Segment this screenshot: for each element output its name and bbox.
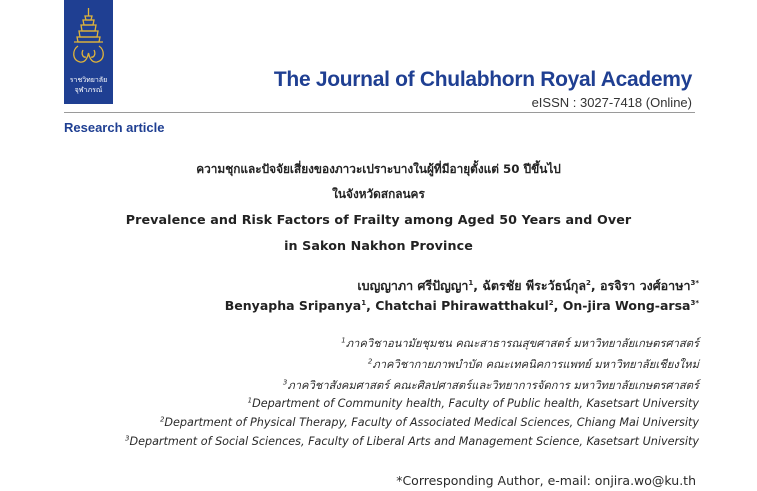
author-sup: 1 [361, 298, 367, 307]
title-english-line2: in Sakon Nakhon Province [284, 238, 473, 253]
affiliation-th-3: $^3$ภาควิชาสังคมศาสตร์ คณะศิลปศาสตร์และวิทยาการจัดการ มหาวิทยาลัยเกษตรศาสตร์ [282, 378, 699, 392]
author-name: On-jira Wong-arsa [562, 298, 691, 313]
author-sup: 2 [548, 298, 554, 307]
affiliation-en-1: $^1$Department of Community health, Faculty of Public health, Kasetsart University [247, 396, 699, 410]
author-sup: 1 [468, 278, 474, 287]
authors-thai: เบญญาภา ศรีปัญญา$^1$, ฉัตรชัย พีระวัธน์กุล$^2$, อรจิรา วงศ์อาษา$^{3*}$ [357, 278, 699, 293]
eissn: eISSN : 3027-7418 (Online) [531, 95, 692, 110]
affiliation-en-2: $^2$Department of Physical Therapy, Faculty of Associated Medical Sciences, Chiang Mai University [159, 415, 699, 429]
author-sup: 2 [586, 278, 591, 287]
title-english-line1: Prevalence and Risk Factors of Frailty among Aged 50 Years and Over [125, 212, 632, 227]
corresponding-author: *Corresponding Author, e-mail: onjira.wo@ku.th [396, 473, 696, 488]
header-divider [64, 112, 695, 113]
author-name: ฉัตรชัย พีระวัธน์กุล [482, 278, 586, 293]
author-name: Benyapha Sripanya [224, 298, 362, 313]
author-sup: 3* [690, 298, 699, 307]
affiliation-en-3: $^3$Department of Social Sciences, Faculty of Liberal Arts and Management Science, Kasetsart University [125, 434, 699, 448]
author-name: อรจิรา วงศ์อาษา [599, 278, 691, 293]
article-type: Research article [64, 120, 165, 135]
author-name: เบญญาภา ศรีปัญญา [357, 278, 469, 293]
logo-text-line2: จุฬาภรณ์ [74, 86, 103, 94]
crown-emblem-icon [64, 6, 113, 68]
author-name: Chatchai Phirawatthakul [375, 298, 549, 313]
affiliation-th-2: $^2$ภาควิชากายภาพบำบัด คณะเทคนิคการแพทย์ มหาวิทยาลัยเชียงใหม่ [367, 357, 699, 371]
title-thai-line2: ในจังหวัดสกลนคร [332, 187, 425, 201]
author-sup: 3* [690, 278, 699, 287]
affiliation-th-1: $^1$ภาควิชาอนามัยชุมชน คณะสาธารณสุขศาสตร์ มหาวิทยาลัยเกษตรศาสตร์ [341, 336, 699, 350]
logo-text-line1: ราชวิทยาลัย [69, 76, 108, 84]
journal-title: The Journal of Chulabhorn Royal Academy [273, 68, 692, 91]
journal-logo [64, 0, 113, 104]
authors-english: Benyapha Sripanya$^1$, Chatchai Phirawatthakul$^2$, On-jira Wong-arsa$^{3*}$ [224, 298, 699, 313]
title-thai-line1: ความชุกและปัจจัยเสี่ยงของภาวะเปราะบางในผู้ที่มีอายุตั้งแต่ 50 ปีขึ้นไป [196, 162, 561, 176]
